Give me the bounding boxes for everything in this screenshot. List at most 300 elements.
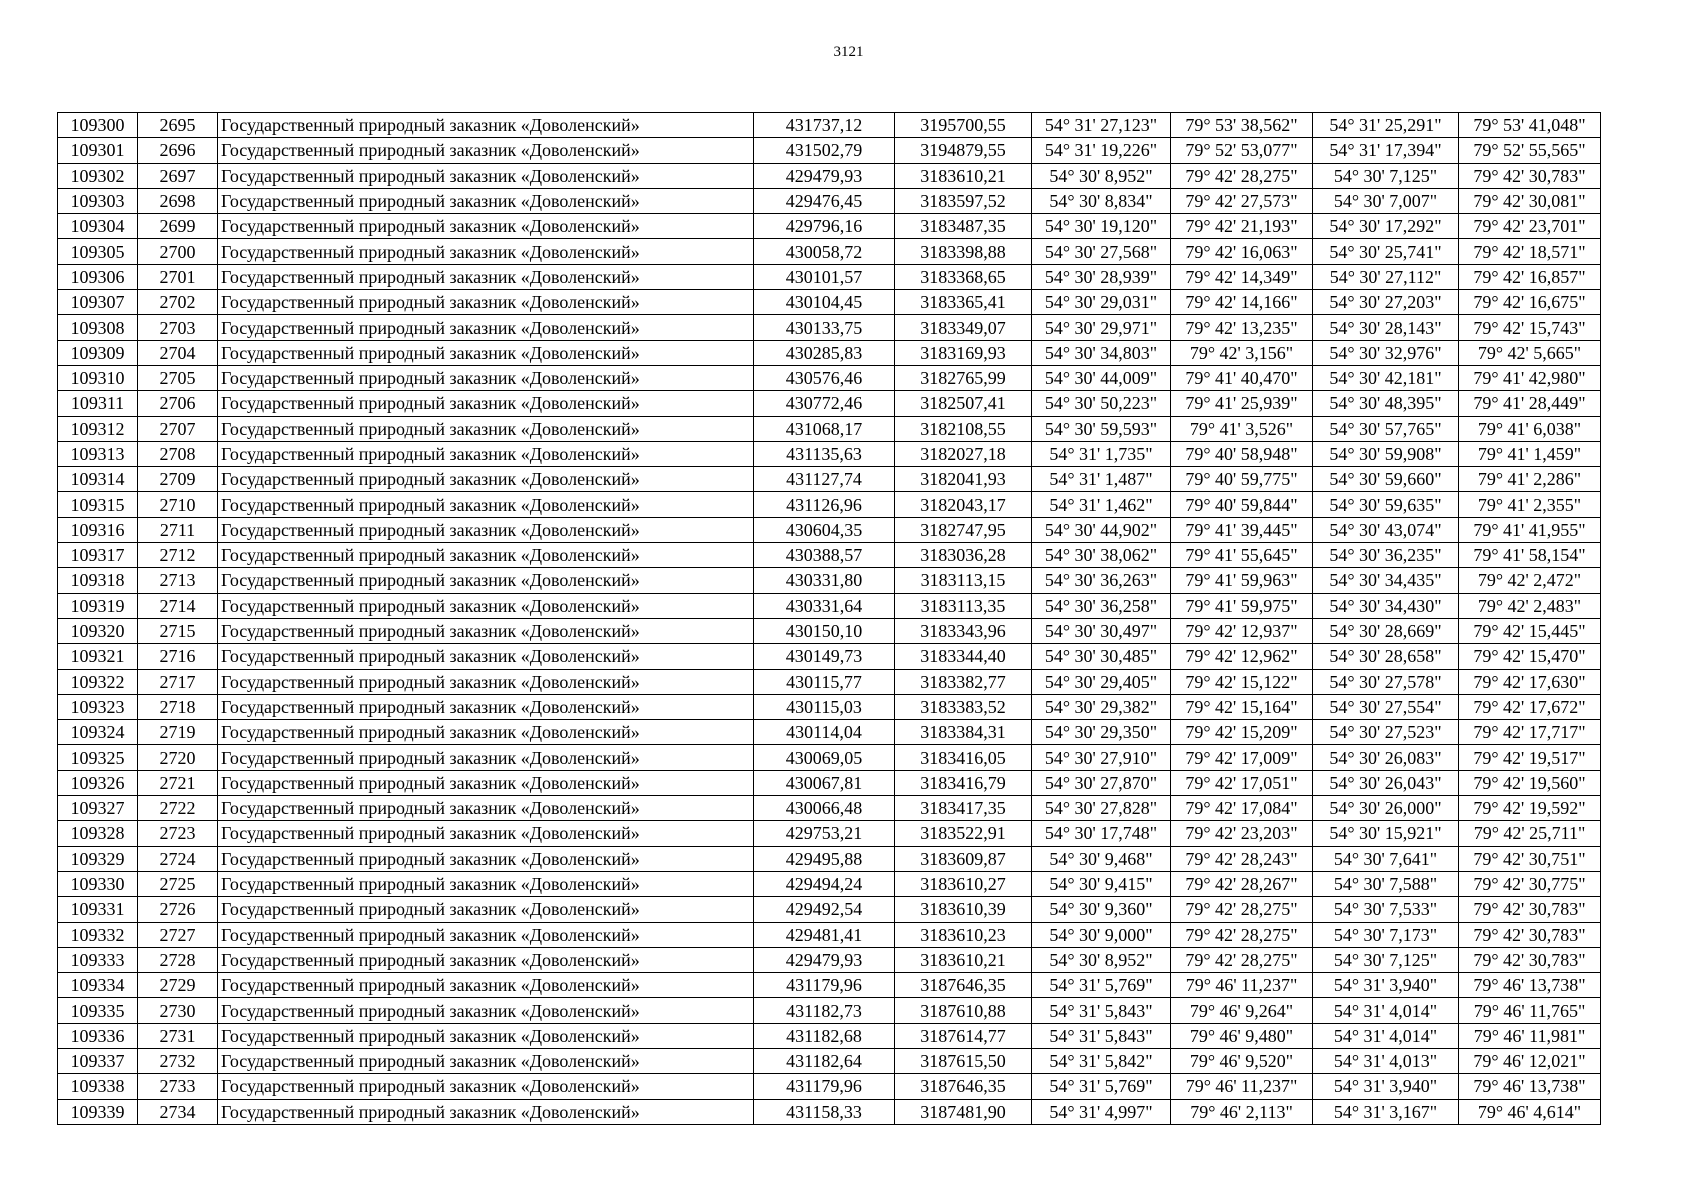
table-row <box>58 998 1601 1023</box>
y-coordinate-cell: 3183398,88 <box>895 239 1032 264</box>
x-coordinate-cell: 430069,05 <box>754 745 895 770</box>
longitude-2-cell: 79° 46' 12,021" <box>1459 1048 1601 1073</box>
longitude-2-cell: 79° 42' 30,783" <box>1459 922 1601 947</box>
x-coordinate-cell: 430388,57 <box>754 543 895 568</box>
latitude-2-cell: 54° 30' 7,588" <box>1313 871 1459 896</box>
latitude-1-cell: 54° 30' 29,405" <box>1032 669 1171 694</box>
longitude-1-cell: 79° 42' 28,275" <box>1171 897 1313 922</box>
table-row <box>58 441 1601 466</box>
y-coordinate-cell: 3183113,35 <box>895 593 1032 618</box>
longitude-2-cell: 79° 42' 30,783" <box>1459 163 1601 188</box>
longitude-1-cell: 79° 53' 38,562" <box>1171 113 1313 138</box>
row-id-cell: 109300 <box>58 113 138 138</box>
latitude-2-cell: 54° 31' 4,014" <box>1313 1023 1459 1048</box>
row-id-cell: 109317 <box>58 543 138 568</box>
latitude-1-cell: 54° 31' 1,487" <box>1032 467 1171 492</box>
point-number-cell: 2705 <box>138 365 218 390</box>
point-number-cell: 2725 <box>138 871 218 896</box>
row-id-cell: 109319 <box>58 593 138 618</box>
table-row <box>58 315 1601 340</box>
x-coordinate-cell: 430066,48 <box>754 796 895 821</box>
table-row <box>58 1023 1601 1048</box>
point-number-cell: 2716 <box>138 644 218 669</box>
y-coordinate-cell: 3183416,79 <box>895 770 1032 795</box>
x-coordinate-cell: 430115,77 <box>754 669 895 694</box>
longitude-1-cell: 79° 42' 17,009" <box>1171 745 1313 770</box>
longitude-1-cell: 79° 42' 15,209" <box>1171 720 1313 745</box>
longitude-2-cell: 79° 46' 11,765" <box>1459 998 1601 1023</box>
row-id-cell: 109321 <box>58 644 138 669</box>
longitude-2-cell: 79° 42' 30,783" <box>1459 947 1601 972</box>
table-row <box>58 897 1601 922</box>
table-row <box>58 618 1601 643</box>
reserve-name-cell: Государственный природный заказник «Доволенский» <box>218 264 754 289</box>
table-row <box>58 568 1601 593</box>
row-id-cell: 109322 <box>58 669 138 694</box>
x-coordinate-cell: 431126,96 <box>754 492 895 517</box>
table-row <box>58 770 1601 795</box>
x-coordinate-cell: 431182,64 <box>754 1048 895 1073</box>
y-coordinate-cell: 3183609,87 <box>895 846 1032 871</box>
y-coordinate-cell: 3187615,50 <box>895 1048 1032 1073</box>
longitude-1-cell: 79° 42' 12,962" <box>1171 644 1313 669</box>
table-row <box>58 947 1601 972</box>
row-id-cell: 109304 <box>58 214 138 239</box>
row-id-cell: 109332 <box>58 922 138 947</box>
row-id-cell: 109313 <box>58 441 138 466</box>
longitude-1-cell: 79° 42' 28,267" <box>1171 871 1313 896</box>
table-row <box>58 467 1601 492</box>
reserve-name-cell: Государственный природный заказник «Доволенский» <box>218 1023 754 1048</box>
longitude-2-cell: 79° 41' 42,980" <box>1459 365 1601 390</box>
reserve-name-cell: Государственный природный заказник «Доволенский» <box>218 138 754 163</box>
longitude-2-cell: 79° 42' 16,675" <box>1459 290 1601 315</box>
longitude-2-cell: 79° 42' 17,717" <box>1459 720 1601 745</box>
point-number-cell: 2715 <box>138 618 218 643</box>
longitude-1-cell: 79° 41' 55,645" <box>1171 543 1313 568</box>
table-row <box>58 113 1601 138</box>
longitude-2-cell: 79° 42' 2,472" <box>1459 568 1601 593</box>
latitude-2-cell: 54° 30' 7,533" <box>1313 897 1459 922</box>
latitude-2-cell: 54° 30' 7,125" <box>1313 947 1459 972</box>
x-coordinate-cell: 430149,73 <box>754 644 895 669</box>
longitude-1-cell: 79° 46' 9,264" <box>1171 998 1313 1023</box>
latitude-2-cell: 54° 30' 27,554" <box>1313 694 1459 719</box>
latitude-2-cell: 54° 30' 48,395" <box>1313 391 1459 416</box>
reserve-name-cell: Государственный природный заказник «Доволенский» <box>218 871 754 896</box>
latitude-2-cell: 54° 30' 27,523" <box>1313 720 1459 745</box>
latitude-1-cell: 54° 31' 5,842" <box>1032 1048 1171 1073</box>
latitude-1-cell: 54° 30' 19,120" <box>1032 214 1171 239</box>
reserve-name-cell: Государственный природный заказник «Доволенский» <box>218 669 754 694</box>
table-row <box>58 340 1601 365</box>
row-id-cell: 109327 <box>58 796 138 821</box>
row-id-cell: 109330 <box>58 871 138 896</box>
y-coordinate-cell: 3194879,55 <box>895 138 1032 163</box>
latitude-1-cell: 54° 30' 29,350" <box>1032 720 1171 745</box>
x-coordinate-cell: 429476,45 <box>754 188 895 213</box>
latitude-1-cell: 54° 30' 36,263" <box>1032 568 1171 593</box>
latitude-2-cell: 54° 30' 43,074" <box>1313 517 1459 542</box>
y-coordinate-cell: 3182043,17 <box>895 492 1032 517</box>
row-id-cell: 109326 <box>58 770 138 795</box>
latitude-1-cell: 54° 31' 5,843" <box>1032 1023 1171 1048</box>
reserve-name-cell: Государственный природный заказник «Доволенский» <box>218 973 754 998</box>
reserve-name-cell: Государственный природный заказник «Доволенский» <box>218 214 754 239</box>
point-number-cell: 2708 <box>138 441 218 466</box>
latitude-2-cell: 54° 30' 17,292" <box>1313 214 1459 239</box>
x-coordinate-cell: 430101,57 <box>754 264 895 289</box>
latitude-1-cell: 54° 30' 17,748" <box>1032 821 1171 846</box>
x-coordinate-cell: 430104,45 <box>754 290 895 315</box>
reserve-name-cell: Государственный природный заказник «Доволенский» <box>218 796 754 821</box>
table-row <box>58 669 1601 694</box>
y-coordinate-cell: 3187614,77 <box>895 1023 1032 1048</box>
point-number-cell: 2701 <box>138 264 218 289</box>
reserve-name-cell: Государственный природный заказник «Доволенский» <box>218 568 754 593</box>
reserve-name-cell: Государственный природный заказник «Доволенский» <box>218 644 754 669</box>
latitude-1-cell: 54° 31' 4,997" <box>1032 1099 1171 1124</box>
longitude-1-cell: 79° 40' 59,775" <box>1171 467 1313 492</box>
latitude-2-cell: 54° 31' 3,940" <box>1313 973 1459 998</box>
latitude-2-cell: 54° 30' 34,435" <box>1313 568 1459 593</box>
x-coordinate-cell: 431182,73 <box>754 998 895 1023</box>
longitude-1-cell: 79° 42' 28,243" <box>1171 846 1313 871</box>
latitude-2-cell: 54° 30' 59,908" <box>1313 441 1459 466</box>
table-row <box>58 188 1601 213</box>
x-coordinate-cell: 430604,35 <box>754 517 895 542</box>
longitude-2-cell: 79° 42' 15,470" <box>1459 644 1601 669</box>
row-id-cell: 109314 <box>58 467 138 492</box>
y-coordinate-cell: 3182108,55 <box>895 416 1032 441</box>
x-coordinate-cell: 430576,46 <box>754 365 895 390</box>
point-number-cell: 2728 <box>138 947 218 972</box>
longitude-2-cell: 79° 53' 41,048" <box>1459 113 1601 138</box>
latitude-1-cell: 54° 30' 30,497" <box>1032 618 1171 643</box>
longitude-2-cell: 79° 42' 17,630" <box>1459 669 1601 694</box>
reserve-name-cell: Государственный природный заказник «Доволенский» <box>218 998 754 1023</box>
table-row <box>58 745 1601 770</box>
point-number-cell: 2704 <box>138 340 218 365</box>
longitude-2-cell: 79° 42' 2,483" <box>1459 593 1601 618</box>
table-row <box>58 922 1601 947</box>
row-id-cell: 109318 <box>58 568 138 593</box>
row-id-cell: 109310 <box>58 365 138 390</box>
latitude-2-cell: 54° 30' 15,921" <box>1313 821 1459 846</box>
latitude-2-cell: 54° 30' 59,660" <box>1313 467 1459 492</box>
reserve-name-cell: Государственный природный заказник «Доволенский» <box>218 922 754 947</box>
longitude-2-cell: 79° 41' 6,038" <box>1459 416 1601 441</box>
latitude-2-cell: 54° 30' 7,641" <box>1313 846 1459 871</box>
longitude-2-cell: 79° 42' 30,783" <box>1459 897 1601 922</box>
reserve-name-cell: Государственный природный заказник «Доволенский» <box>218 290 754 315</box>
y-coordinate-cell: 3183384,31 <box>895 720 1032 745</box>
table-row <box>58 264 1601 289</box>
table-row <box>58 290 1601 315</box>
point-number-cell: 2723 <box>138 821 218 846</box>
reserve-name-cell: Государственный природный заказник «Доволенский» <box>218 517 754 542</box>
longitude-2-cell: 79° 41' 58,154" <box>1459 543 1601 568</box>
longitude-2-cell: 79° 41' 2,286" <box>1459 467 1601 492</box>
reserve-name-cell: Государственный природный заказник «Доволенский» <box>218 720 754 745</box>
latitude-1-cell: 54° 30' 30,485" <box>1032 644 1171 669</box>
row-id-cell: 109325 <box>58 745 138 770</box>
longitude-1-cell: 79° 42' 16,063" <box>1171 239 1313 264</box>
point-number-cell: 2724 <box>138 846 218 871</box>
reserve-name-cell: Государственный природный заказник «Доволенский» <box>218 694 754 719</box>
y-coordinate-cell: 3182747,95 <box>895 517 1032 542</box>
longitude-1-cell: 79° 42' 13,235" <box>1171 315 1313 340</box>
x-coordinate-cell: 430331,64 <box>754 593 895 618</box>
latitude-1-cell: 54° 30' 9,000" <box>1032 922 1171 947</box>
table-row <box>58 644 1601 669</box>
latitude-1-cell: 54° 30' 8,952" <box>1032 163 1171 188</box>
longitude-2-cell: 79° 41' 2,355" <box>1459 492 1601 517</box>
x-coordinate-cell: 430114,04 <box>754 720 895 745</box>
latitude-2-cell: 54° 30' 27,578" <box>1313 669 1459 694</box>
reserve-name-cell: Государственный природный заказник «Доволенский» <box>218 113 754 138</box>
row-id-cell: 109339 <box>58 1099 138 1124</box>
latitude-2-cell: 54° 30' 28,143" <box>1313 315 1459 340</box>
y-coordinate-cell: 3183597,52 <box>895 188 1032 213</box>
latitude-2-cell: 54° 30' 36,235" <box>1313 543 1459 568</box>
longitude-1-cell: 79° 41' 40,470" <box>1171 365 1313 390</box>
x-coordinate-cell: 429479,93 <box>754 947 895 972</box>
table-row <box>58 1099 1601 1124</box>
longitude-1-cell: 79° 52' 53,077" <box>1171 138 1313 163</box>
longitude-2-cell: 79° 52' 55,565" <box>1459 138 1601 163</box>
table-row <box>58 720 1601 745</box>
latitude-1-cell: 54° 30' 44,009" <box>1032 365 1171 390</box>
y-coordinate-cell: 3183368,65 <box>895 264 1032 289</box>
table-row <box>58 543 1601 568</box>
row-id-cell: 109337 <box>58 1048 138 1073</box>
longitude-2-cell: 79° 42' 18,571" <box>1459 239 1601 264</box>
reserve-name-cell: Государственный природный заказник «Доволенский» <box>218 416 754 441</box>
row-id-cell: 109307 <box>58 290 138 315</box>
longitude-2-cell: 79° 42' 30,775" <box>1459 871 1601 896</box>
x-coordinate-cell: 431737,12 <box>754 113 895 138</box>
point-number-cell: 2712 <box>138 543 218 568</box>
reserve-name-cell: Государственный природный заказник «Доволенский» <box>218 846 754 871</box>
y-coordinate-cell: 3183343,96 <box>895 618 1032 643</box>
reserve-name-cell: Государственный природный заказник «Доволенский» <box>218 188 754 213</box>
latitude-2-cell: 54° 31' 25,291" <box>1313 113 1459 138</box>
x-coordinate-cell: 431179,96 <box>754 973 895 998</box>
longitude-1-cell: 79° 46' 2,113" <box>1171 1099 1313 1124</box>
x-coordinate-cell: 429796,16 <box>754 214 895 239</box>
longitude-2-cell: 79° 42' 30,751" <box>1459 846 1601 871</box>
x-coordinate-cell: 430772,46 <box>754 391 895 416</box>
x-coordinate-cell: 429492,54 <box>754 897 895 922</box>
y-coordinate-cell: 3182507,41 <box>895 391 1032 416</box>
row-id-cell: 109316 <box>58 517 138 542</box>
table-row <box>58 1048 1601 1073</box>
longitude-1-cell: 79° 42' 14,349" <box>1171 264 1313 289</box>
row-id-cell: 109320 <box>58 618 138 643</box>
row-id-cell: 109336 <box>58 1023 138 1048</box>
longitude-1-cell: 79° 41' 25,939" <box>1171 391 1313 416</box>
x-coordinate-cell: 429495,88 <box>754 846 895 871</box>
longitude-2-cell: 79° 41' 1,459" <box>1459 441 1601 466</box>
y-coordinate-cell: 3183365,41 <box>895 290 1032 315</box>
reserve-name-cell: Государственный природный заказник «Доволенский» <box>218 441 754 466</box>
table-row <box>58 821 1601 846</box>
point-number-cell: 2699 <box>138 214 218 239</box>
y-coordinate-cell: 3183417,35 <box>895 796 1032 821</box>
y-coordinate-cell: 3182027,18 <box>895 441 1032 466</box>
latitude-2-cell: 54° 30' 7,125" <box>1313 163 1459 188</box>
x-coordinate-cell: 431182,68 <box>754 1023 895 1048</box>
longitude-1-cell: 79° 41' 59,963" <box>1171 568 1313 593</box>
point-number-cell: 2709 <box>138 467 218 492</box>
point-number-cell: 2730 <box>138 998 218 1023</box>
table-row <box>58 239 1601 264</box>
point-number-cell: 2719 <box>138 720 218 745</box>
latitude-1-cell: 54° 30' 36,258" <box>1032 593 1171 618</box>
latitude-1-cell: 54° 30' 27,910" <box>1032 745 1171 770</box>
y-coordinate-cell: 3183383,52 <box>895 694 1032 719</box>
point-number-cell: 2729 <box>138 973 218 998</box>
longitude-1-cell: 79° 40' 58,948" <box>1171 441 1313 466</box>
longitude-1-cell: 79° 42' 15,122" <box>1171 669 1313 694</box>
y-coordinate-cell: 3183036,28 <box>895 543 1032 568</box>
table-row <box>58 973 1601 998</box>
latitude-1-cell: 54° 30' 9,415" <box>1032 871 1171 896</box>
latitude-1-cell: 54° 30' 59,593" <box>1032 416 1171 441</box>
point-number-cell: 2698 <box>138 188 218 213</box>
latitude-1-cell: 54° 30' 27,870" <box>1032 770 1171 795</box>
row-id-cell: 109315 <box>58 492 138 517</box>
longitude-1-cell: 79° 42' 27,573" <box>1171 188 1313 213</box>
point-number-cell: 2727 <box>138 922 218 947</box>
y-coordinate-cell: 3183382,77 <box>895 669 1032 694</box>
y-coordinate-cell: 3182041,93 <box>895 467 1032 492</box>
latitude-2-cell: 54° 30' 27,203" <box>1313 290 1459 315</box>
point-number-cell: 2726 <box>138 897 218 922</box>
point-number-cell: 2722 <box>138 796 218 821</box>
latitude-1-cell: 54° 30' 44,902" <box>1032 517 1171 542</box>
longitude-1-cell: 79° 42' 28,275" <box>1171 163 1313 188</box>
latitude-1-cell: 54° 31' 1,735" <box>1032 441 1171 466</box>
latitude-2-cell: 54° 30' 59,635" <box>1313 492 1459 517</box>
x-coordinate-cell: 431127,74 <box>754 467 895 492</box>
latitude-2-cell: 54° 30' 32,976" <box>1313 340 1459 365</box>
latitude-1-cell: 54° 30' 50,223" <box>1032 391 1171 416</box>
point-number-cell: 2700 <box>138 239 218 264</box>
table-row <box>58 492 1601 517</box>
longitude-1-cell: 79° 42' 17,051" <box>1171 770 1313 795</box>
reserve-name-cell: Государственный природный заказник «Доволенский» <box>218 897 754 922</box>
reserve-name-cell: Государственный природный заказник «Доволенский» <box>218 821 754 846</box>
reserve-name-cell: Государственный природный заказник «Доволенский» <box>218 492 754 517</box>
longitude-2-cell: 79° 42' 19,517" <box>1459 745 1601 770</box>
latitude-1-cell: 54° 31' 5,843" <box>1032 998 1171 1023</box>
latitude-2-cell: 54° 30' 7,173" <box>1313 922 1459 947</box>
longitude-2-cell: 79° 46' 13,738" <box>1459 973 1601 998</box>
reserve-name-cell: Государственный природный заказник «Доволенский» <box>218 1099 754 1124</box>
latitude-2-cell: 54° 30' 25,741" <box>1313 239 1459 264</box>
reserve-name-cell: Государственный природный заказник «Доволенский» <box>218 1048 754 1073</box>
longitude-1-cell: 79° 41' 39,445" <box>1171 517 1313 542</box>
latitude-1-cell: 54° 31' 19,226" <box>1032 138 1171 163</box>
table-row <box>58 163 1601 188</box>
table-row <box>58 416 1601 441</box>
longitude-1-cell: 79° 46' 9,520" <box>1171 1048 1313 1073</box>
x-coordinate-cell: 430115,03 <box>754 694 895 719</box>
x-coordinate-cell: 431135,63 <box>754 441 895 466</box>
y-coordinate-cell: 3183610,27 <box>895 871 1032 896</box>
x-coordinate-cell: 431158,33 <box>754 1099 895 1124</box>
longitude-1-cell: 79° 42' 21,193" <box>1171 214 1313 239</box>
latitude-1-cell: 54° 31' 27,123" <box>1032 113 1171 138</box>
table-body <box>58 113 1601 1125</box>
latitude-2-cell: 54° 30' 26,000" <box>1313 796 1459 821</box>
row-id-cell: 109306 <box>58 264 138 289</box>
longitude-2-cell: 79° 42' 23,701" <box>1459 214 1601 239</box>
longitude-2-cell: 79° 42' 19,592" <box>1459 796 1601 821</box>
latitude-2-cell: 54° 30' 57,765" <box>1313 416 1459 441</box>
table-row <box>58 214 1601 239</box>
table-row <box>58 796 1601 821</box>
x-coordinate-cell: 431179,96 <box>754 1074 895 1099</box>
y-coordinate-cell: 3183610,21 <box>895 947 1032 972</box>
latitude-2-cell: 54° 30' 7,007" <box>1313 188 1459 213</box>
latitude-1-cell: 54° 30' 8,834" <box>1032 188 1171 213</box>
row-id-cell: 109302 <box>58 163 138 188</box>
y-coordinate-cell: 3183349,07 <box>895 315 1032 340</box>
latitude-1-cell: 54° 31' 1,462" <box>1032 492 1171 517</box>
latitude-1-cell: 54° 31' 5,769" <box>1032 1074 1171 1099</box>
table-row <box>58 871 1601 896</box>
point-number-cell: 2695 <box>138 113 218 138</box>
point-number-cell: 2732 <box>138 1048 218 1073</box>
point-number-cell: 2707 <box>138 416 218 441</box>
y-coordinate-cell: 3182765,99 <box>895 365 1032 390</box>
longitude-1-cell: 79° 42' 28,275" <box>1171 922 1313 947</box>
longitude-2-cell: 79° 41' 41,955" <box>1459 517 1601 542</box>
reserve-name-cell: Государственный природный заказник «Доволенский» <box>218 618 754 643</box>
longitude-2-cell: 79° 42' 5,665" <box>1459 340 1601 365</box>
point-number-cell: 2696 <box>138 138 218 163</box>
table-row <box>58 593 1601 618</box>
reserve-name-cell: Государственный природный заказник «Доволенский» <box>218 745 754 770</box>
latitude-1-cell: 54° 30' 29,382" <box>1032 694 1171 719</box>
point-number-cell: 2734 <box>138 1099 218 1124</box>
row-id-cell: 109331 <box>58 897 138 922</box>
point-number-cell: 2713 <box>138 568 218 593</box>
x-coordinate-cell: 431502,79 <box>754 138 895 163</box>
row-id-cell: 109328 <box>58 821 138 846</box>
row-id-cell: 109338 <box>58 1074 138 1099</box>
longitude-1-cell: 79° 46' 9,480" <box>1171 1023 1313 1048</box>
latitude-2-cell: 54° 31' 4,013" <box>1313 1048 1459 1073</box>
reserve-name-cell: Государственный природный заказник «Доволенский» <box>218 593 754 618</box>
longitude-1-cell: 79° 46' 11,237" <box>1171 1074 1313 1099</box>
table-row <box>58 1074 1601 1099</box>
row-id-cell: 109329 <box>58 846 138 871</box>
row-id-cell: 109303 <box>58 188 138 213</box>
table-row <box>58 391 1601 416</box>
y-coordinate-cell: 3195700,55 <box>895 113 1032 138</box>
longitude-1-cell: 79° 40' 59,844" <box>1171 492 1313 517</box>
row-id-cell: 109323 <box>58 694 138 719</box>
latitude-2-cell: 54° 31' 3,940" <box>1313 1074 1459 1099</box>
x-coordinate-cell: 429753,21 <box>754 821 895 846</box>
reserve-name-cell: Государственный природный заказник «Доволенский» <box>218 163 754 188</box>
reserve-name-cell: Государственный природный заказник «Доволенский» <box>218 340 754 365</box>
longitude-1-cell: 79° 42' 12,937" <box>1171 618 1313 643</box>
